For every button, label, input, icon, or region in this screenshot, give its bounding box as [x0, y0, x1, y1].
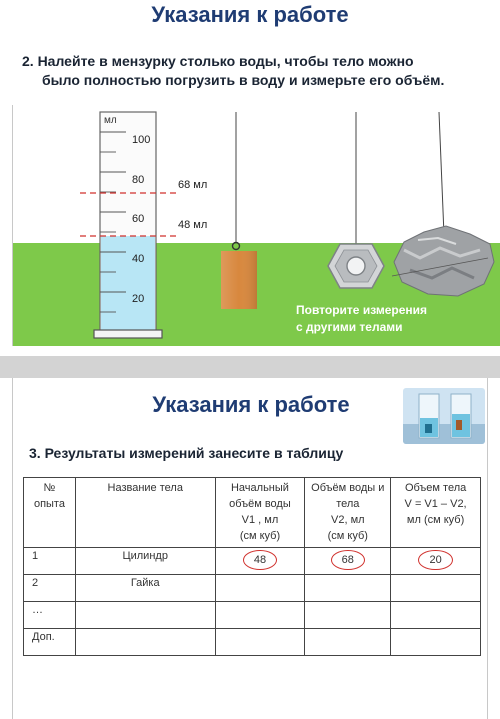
table-row [24, 548, 481, 575]
header-experiment-number: № опыта [24, 478, 76, 548]
row-4-v [391, 629, 481, 656]
slide-divider [0, 356, 500, 378]
row-2-name: Гайка [75, 575, 215, 602]
mark-high-label: 68 мл [178, 179, 208, 191]
beakers-photo-icon [403, 388, 485, 444]
row-4-v2 [305, 629, 391, 656]
repeat-note-line-2: с другими телами [296, 320, 403, 334]
cylinder-unit-label: мл [104, 115, 117, 126]
row-1-v [391, 548, 481, 575]
table-row [24, 602, 481, 629]
row-3-v [391, 602, 481, 629]
mark-low-label: 48 мл [178, 219, 208, 231]
cylinder-base [94, 330, 162, 338]
slide-2-title: Указания к работе [152, 392, 350, 417]
row-2-v2 [305, 575, 391, 602]
cylinder-tick-80: 80 [132, 174, 145, 186]
cylinder-tick-40: 40 [132, 253, 145, 265]
results-table [23, 477, 481, 656]
step-2-line-1: 2. Налейте в мензурку столько воды, чтобы тело можно [22, 53, 414, 69]
repeat-note-line-1: Повторите измерения [296, 303, 428, 317]
cylinder-water [101, 236, 155, 332]
slide-1-title: Указания к работе [151, 2, 349, 27]
repeat-note [296, 302, 427, 336]
row-1-v-circled: 20 [418, 550, 452, 570]
row-4-name [75, 629, 215, 656]
hex-nut-icon [328, 112, 384, 288]
header-water-and-body-volume: Объём воды и тела V2, мл (см куб) [305, 478, 391, 548]
cylinder-tick-100: 100 [132, 134, 151, 146]
cylinder-tick-20: 20 [132, 293, 145, 305]
row-3-number: … [24, 602, 76, 629]
row-3-v2 [305, 602, 391, 629]
row-4-v1 [215, 629, 305, 656]
row-1-v1-circled: 48 [243, 550, 277, 570]
row-1-v1 [215, 548, 305, 575]
row-1-v2 [305, 548, 391, 575]
hanging-cylinder-icon [221, 112, 257, 309]
row-1-number: 1 [24, 548, 76, 575]
step-3-instruction: 3. Результаты измерений занесите в таблицу [29, 445, 344, 461]
row-3-v1 [215, 602, 305, 629]
row-2-v1 [215, 575, 305, 602]
step-2-line-2: было полностью погрузить в воду и измерьте его объём. [42, 72, 445, 88]
rock-icon [392, 112, 494, 296]
row-2-number: 2 [24, 575, 76, 602]
row-1-v2-circled: 68 [331, 550, 365, 570]
header-body-volume: Объем тела V = V1 – V2, мл (см куб) [391, 478, 481, 548]
header-initial-volume: Начальный объём воды V1 , мл (см куб) [215, 478, 305, 548]
table-row [24, 575, 481, 602]
slide-1 [0, 0, 500, 358]
row-4-number: Доп. [24, 629, 76, 656]
slide-2 [12, 378, 488, 719]
header-body-name: Название тела [75, 478, 215, 548]
cylinder-tick-60: 60 [132, 213, 145, 225]
row-2-v [391, 575, 481, 602]
row-1-name: Цилиндр [75, 548, 215, 575]
table-row [24, 629, 481, 656]
row-3-name [75, 602, 215, 629]
table-header-row [24, 478, 481, 548]
